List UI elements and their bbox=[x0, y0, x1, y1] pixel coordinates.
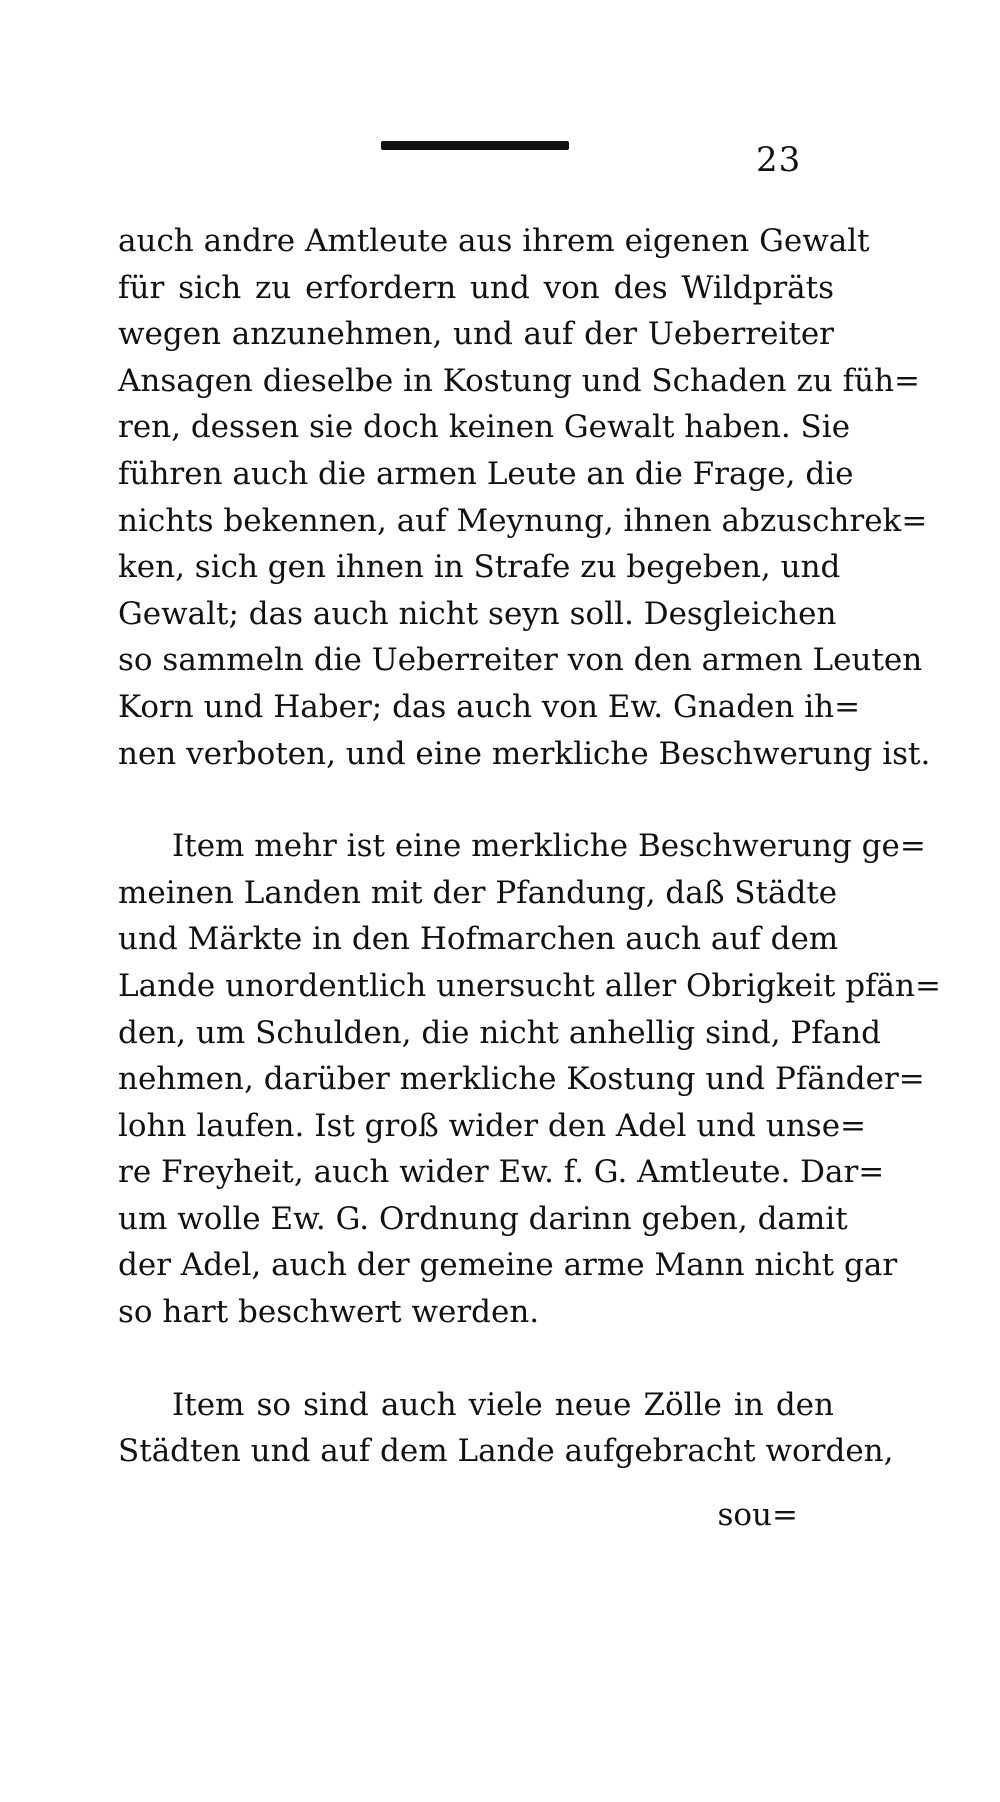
text-line: Item so sind auch viele neue Zölle in den bbox=[172, 1386, 834, 1423]
text-line: Städten und auf dem Lande aufgebracht worden, bbox=[118, 1433, 894, 1470]
text-line: um wolle Ew. G. Ordnung darinn geben, damit bbox=[118, 1200, 848, 1237]
page-number: 23 bbox=[756, 140, 802, 180]
text-line: nen verboten, und eine merkliche Beschwerung ist. bbox=[118, 735, 931, 772]
header-rule bbox=[381, 141, 569, 150]
paragraph-gap bbox=[118, 777, 834, 823]
text-line: führen auch die armen Leute an die Frage, die bbox=[118, 455, 854, 492]
paragraph-1 bbox=[118, 218, 931, 777]
text-line: auch andre Amtleute aus ihrem eigenen Gewalt bbox=[118, 223, 870, 259]
text-line: den, um Schulden, die nicht anhellig sind, Pfand bbox=[118, 1014, 882, 1051]
body-text bbox=[118, 218, 941, 1475]
paragraph-3 bbox=[118, 1382, 894, 1475]
text-line: nichts bekennen, auf Meynung, ihnen abzuschrek= bbox=[118, 502, 928, 539]
text-line: wegen anzunehmen, und auf der Ueberreiter bbox=[118, 316, 834, 353]
text-line: und Märkte in den Hofmarchen auch auf dem bbox=[118, 921, 839, 958]
text-line: nehmen, darüber merkliche Kostung und Pfänder= bbox=[118, 1061, 925, 1098]
paragraph-2 bbox=[118, 823, 941, 1336]
text-line: Gewalt; das auch nicht seyn soll. Desgleichen bbox=[118, 595, 837, 632]
text-line: Ansagen dieselbe in Kostung und Schaden zu füh= bbox=[118, 362, 921, 399]
text-line: so hart beschwert werden. bbox=[118, 1294, 540, 1331]
text-line: Korn und Haber; das auch von Ew. Gnaden ih= bbox=[118, 688, 861, 725]
text-line: ken, sich gen ihnen in Strafe zu begeben, und bbox=[118, 549, 841, 586]
text-line: re Freyheit, auch wider Ew. f. G. Amtleute. Dar= bbox=[118, 1154, 885, 1191]
text-line: so sammeln die Ueberreiter von den armen Leuten bbox=[118, 642, 923, 679]
text-line: meinen Landen mit der Pfandung, daß Städte bbox=[118, 874, 838, 911]
text-line: Lande unordentlich unersucht aller Obrigkeit pfän= bbox=[118, 967, 941, 1004]
paragraph-gap bbox=[118, 1336, 834, 1382]
text-line: für sich zu erfordern und von des Wildpräts bbox=[118, 269, 834, 306]
text-line: ren, dessen sie doch keinen Gewalt haben. Sie bbox=[118, 409, 851, 446]
catchword: sou= bbox=[717, 1497, 798, 1533]
text-line: der Adel, auch der gemeine arme Mann nicht gar bbox=[118, 1247, 898, 1284]
text-line: Item mehr ist eine merkliche Beschwerung ge= bbox=[172, 828, 926, 865]
text-line: lohn laufen. Ist groß wider den Adel und unse= bbox=[118, 1107, 867, 1144]
